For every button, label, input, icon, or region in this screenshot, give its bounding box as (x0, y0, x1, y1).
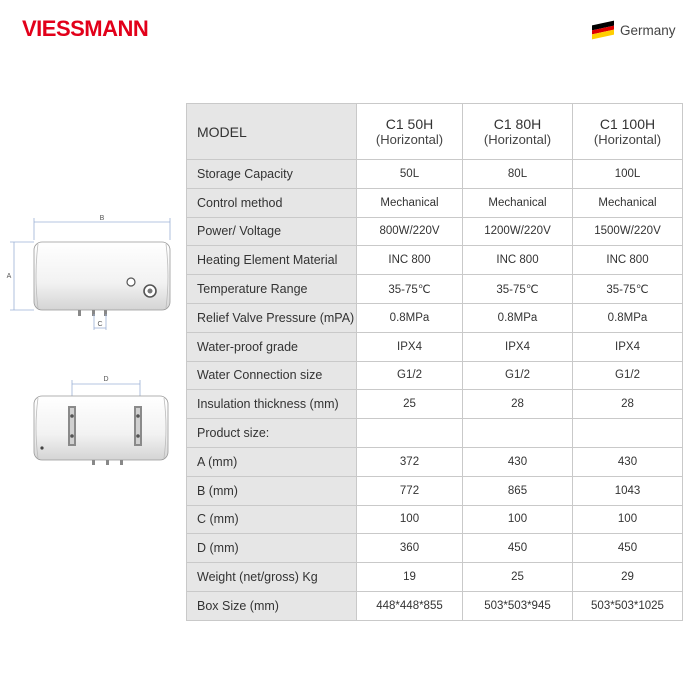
table-cell: 19 (357, 563, 463, 592)
table-cell: 430 (573, 447, 683, 476)
table-cell: 35-75℃ (463, 275, 573, 304)
row-label: C (mm) (187, 505, 357, 534)
dimension-c-label: C (97, 321, 103, 328)
table-cell: 360 (357, 534, 463, 563)
table-cell: 100 (357, 505, 463, 534)
table-cell: G1/2 (357, 361, 463, 390)
table-cell: Mechanical (357, 188, 463, 217)
table-cell: INC 800 (463, 246, 573, 275)
table-cell: 503*503*1025 (573, 591, 683, 620)
table-cell: 100L (573, 160, 683, 189)
table-cell: IPX4 (463, 332, 573, 361)
table-cell: 1500W/220V (573, 217, 683, 246)
row-label: D (mm) (187, 534, 357, 563)
model-header-label: MODEL (187, 104, 357, 160)
table-cell: 28 (573, 390, 683, 419)
table-cell: 25 (463, 563, 573, 592)
table-cell (573, 419, 683, 448)
country-label: Germany (620, 22, 676, 38)
row-label: Control method (187, 188, 357, 217)
row-label: Box Size (mm) (187, 591, 357, 620)
table-row (187, 246, 683, 275)
country-badge (592, 18, 676, 42)
row-label: A (mm) (187, 447, 357, 476)
dimension-b-label: B (99, 215, 105, 222)
table-row (187, 505, 683, 534)
row-label: Storage Capacity (187, 160, 357, 189)
table-cell: 448*448*855 (357, 591, 463, 620)
table-cell: 80L (463, 160, 573, 189)
row-label: Relief Valve Pressure (mPA) (187, 303, 357, 332)
table-cell: 865 (463, 476, 573, 505)
row-label: Power/ Voltage (187, 217, 357, 246)
row-label: Product size: (187, 419, 357, 448)
table-cell: IPX4 (573, 332, 683, 361)
table-cell: 430 (463, 447, 573, 476)
table-row (187, 217, 683, 246)
table-cell: 503*503*945 (463, 591, 573, 620)
table-cell (357, 419, 463, 448)
table-cell: 35-75℃ (357, 275, 463, 304)
brand-logo: VIESSMANN (22, 16, 149, 41)
table-cell: 1200W/220V (463, 217, 573, 246)
table-row (187, 332, 683, 361)
table-cell: 0.8MPa (357, 303, 463, 332)
model-column-header: C1 50H (Horizontal) (357, 104, 463, 160)
table-cell: G1/2 (463, 361, 573, 390)
table-row (187, 361, 683, 390)
row-label: B (mm) (187, 476, 357, 505)
table-row (187, 534, 683, 563)
dimension-a-label: A (6, 273, 12, 280)
table-row (187, 303, 683, 332)
heater-back-diagram (0, 370, 185, 475)
table-cell: 1043 (573, 476, 683, 505)
table-cell: 25 (357, 390, 463, 419)
table-row (187, 390, 683, 419)
table-cell: 29 (573, 563, 683, 592)
table-cell: 772 (357, 476, 463, 505)
model-column-header: C1 80H (Horizontal) (463, 104, 573, 160)
table-cell: G1/2 (573, 361, 683, 390)
table-row (187, 563, 683, 592)
table-cell: Mechanical (573, 188, 683, 217)
table-cell (463, 419, 573, 448)
table-cell: 0.8MPa (573, 303, 683, 332)
table-cell: 450 (463, 534, 573, 563)
table-cell: 28 (463, 390, 573, 419)
heater-front-diagram (0, 210, 185, 340)
table-row (187, 476, 683, 505)
table-row (187, 188, 683, 217)
table-cell: IPX4 (357, 332, 463, 361)
table-cell: Mechanical (463, 188, 573, 217)
row-label: Weight (net/gross) Kg (187, 563, 357, 592)
table-cell: INC 800 (357, 246, 463, 275)
table-cell: 450 (573, 534, 683, 563)
table-cell: INC 800 (573, 246, 683, 275)
table-cell: 372 (357, 447, 463, 476)
germany-flag-icon (592, 21, 614, 40)
table-row (187, 275, 683, 304)
table-cell: 100 (463, 505, 573, 534)
table-cell: 100 (573, 505, 683, 534)
table-cell: 50L (357, 160, 463, 189)
table-cell: 800W/220V (357, 217, 463, 246)
row-label: Water-proof grade (187, 332, 357, 361)
row-label: Heating Element Material (187, 246, 357, 275)
dimension-d-label: D (103, 376, 109, 383)
table-row (187, 447, 683, 476)
table-header-row (187, 104, 683, 160)
spec-table (186, 103, 683, 621)
table-cell: 35-75℃ (573, 275, 683, 304)
row-label: Water Connection size (187, 361, 357, 390)
table-row (187, 419, 683, 448)
model-column-header: C1 100H (Horizontal) (573, 104, 683, 160)
row-label: Insulation thickness (mm) (187, 390, 357, 419)
table-row (187, 160, 683, 189)
table-cell: 0.8MPa (463, 303, 573, 332)
table-row (187, 591, 683, 620)
row-label: Temperature Range (187, 275, 357, 304)
